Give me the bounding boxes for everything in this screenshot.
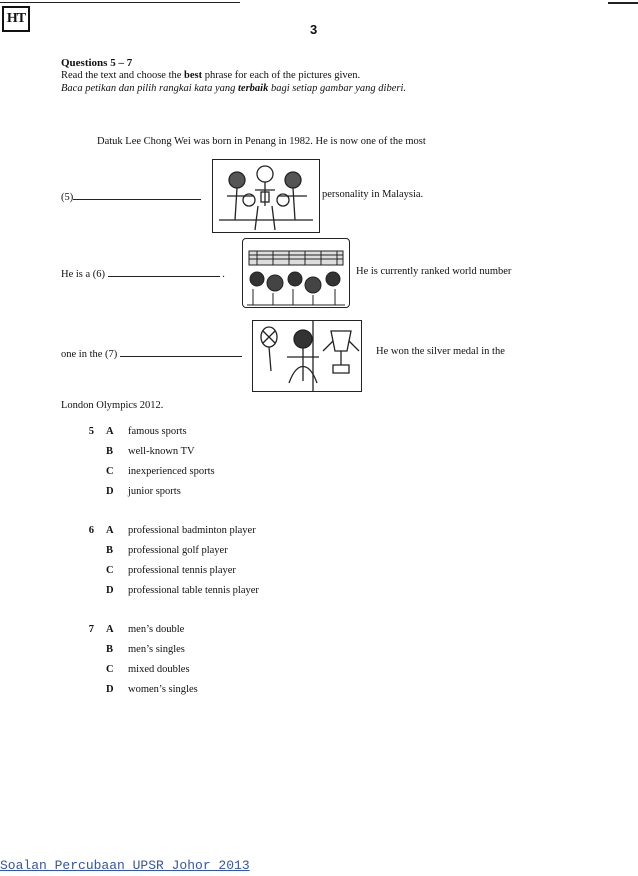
picture-5-fans [212, 159, 320, 233]
option-text: professional badminton player [128, 525, 256, 536]
instruction-malay: Baca petikan dan pilih rangkai kata yang terbaik bagi setiap gambar yang diberi. [61, 83, 407, 94]
q6-option-d[interactable] [80, 585, 259, 596]
q5-option-d[interactable] [80, 486, 181, 497]
picture-7-player-trophy [252, 320, 362, 392]
q7-option-d[interactable] [80, 684, 198, 695]
option-letter: C [106, 664, 114, 675]
question-number: 5 [88, 426, 94, 437]
instruction-english: Read the text and choose the best phrase for each of the pictures given. [61, 70, 361, 81]
page-number: 3 [310, 22, 318, 37]
option-letter: B [106, 446, 114, 457]
question-number: 6 [88, 525, 94, 536]
passage-blank-7: one in the (7) [61, 346, 242, 360]
q5-option-b[interactable] [80, 446, 195, 457]
option-letter: B [106, 644, 114, 655]
blank-5-line [73, 189, 201, 200]
option-text: professional golf player [128, 545, 228, 556]
option-text: junior sports [128, 486, 181, 497]
q6-option-a[interactable] [80, 525, 256, 536]
q5-option-c[interactable] [80, 466, 215, 477]
top-right-rule [608, 2, 638, 4]
option-text: mixed doubles [128, 664, 190, 675]
player-illustration [253, 321, 361, 391]
option-letter: A [106, 624, 114, 635]
blank-7-line [120, 346, 242, 357]
passage-after-6: He is currently ranked world number [356, 266, 512, 277]
option-text: men’s double [128, 624, 185, 635]
passage-after-7: He won the silver medal in the [376, 346, 505, 357]
option-text: professional tennis player [128, 565, 236, 576]
q5-option-a[interactable] [80, 426, 187, 437]
option-letter: D [106, 684, 114, 695]
passage-after-5: personality in Malaysia. [322, 189, 424, 200]
questions-heading: Questions 5 – 7 [61, 57, 133, 69]
footer-link[interactable]: Soalan Percubaan UPSR Johor 2013 [0, 858, 250, 873]
ht-logo: HT [2, 6, 30, 32]
blank-6-line [108, 266, 220, 277]
crowd-illustration [243, 239, 349, 307]
option-letter: C [106, 565, 114, 576]
fans-illustration [213, 160, 319, 232]
question-number: 7 [88, 624, 94, 635]
option-text: well-known TV [128, 446, 195, 457]
passage-blank-6: He is a (6) . [61, 266, 225, 280]
option-text: inexperienced sports [128, 466, 215, 477]
option-letter: D [106, 585, 114, 596]
option-text: famous sports [128, 426, 187, 437]
option-text: women’s singles [128, 684, 198, 695]
passage-blank-5: (5) [61, 189, 201, 203]
option-letter: B [106, 545, 114, 556]
option-letter: A [106, 525, 114, 536]
option-text: professional table tennis player [128, 585, 259, 596]
q7-option-a[interactable] [80, 624, 184, 635]
option-letter: D [106, 486, 114, 497]
top-rule [0, 2, 240, 3]
q6-option-c[interactable] [80, 565, 236, 576]
option-letter: A [106, 426, 114, 437]
passage-line-1: Datuk Lee Chong Wei was born in Penang in 1982. He is now one of the most [97, 136, 426, 147]
option-text: men’s singles [128, 644, 185, 655]
passage-last-line: London Olympics 2012. [61, 400, 164, 411]
picture-6-badminton-crowd [242, 238, 350, 308]
q7-option-b[interactable] [80, 644, 185, 655]
q7-option-c[interactable] [80, 664, 190, 675]
option-letter: C [106, 466, 114, 477]
q6-option-b[interactable] [80, 545, 228, 556]
